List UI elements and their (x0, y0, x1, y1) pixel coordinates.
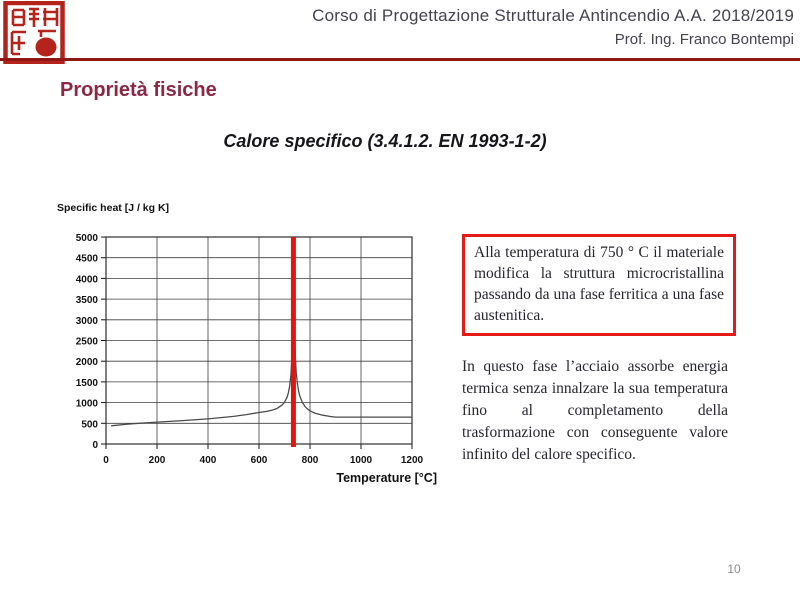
section-title: Proprietà fisiche (60, 79, 217, 101)
svg-text:200: 200 (148, 455, 166, 466)
header-divider-rule (0, 58, 800, 61)
svg-text:1500: 1500 (75, 377, 98, 389)
chart-title: Calore specifico (3.4.1.2. EN 1993-1-2) (223, 131, 547, 151)
highlighted-note-box: Alla temperatura di 750 ° C il materiale modifica la struttura microcristallina passando da una fase ferritica a una fase austenitica. (462, 234, 736, 336)
svg-text:3000: 3000 (75, 315, 98, 327)
professor-name: Prof. Ing. Franco Bontempi (614, 31, 794, 48)
svg-text:800: 800 (301, 455, 319, 466)
svg-text:2000: 2000 (75, 357, 98, 369)
svg-text:0: 0 (103, 455, 109, 466)
svg-text:2500: 2500 (75, 336, 98, 348)
page-number: 10 (727, 562, 741, 576)
course-title: Corso di Progettazione Strutturale Antincendio A.A. 2018/2019 (312, 6, 794, 25)
svg-text:1200: 1200 (400, 455, 424, 466)
svg-text:3500: 3500 (75, 295, 98, 307)
svg-text:4000: 4000 (75, 274, 98, 286)
y-axis-label: Specific heat [J / kg K] (57, 202, 170, 214)
svg-text:600: 600 (250, 455, 268, 466)
x-axis-label: Temperature [°C] (336, 471, 437, 485)
svg-text:400: 400 (199, 455, 217, 466)
svg-text:1000: 1000 (75, 398, 98, 410)
svg-text:0: 0 (92, 440, 98, 451)
svg-text:1000: 1000 (349, 455, 373, 466)
chart-plot (57, 200, 437, 470)
svg-text:4500: 4500 (75, 253, 98, 265)
university-seal-logo (3, 1, 65, 64)
specific-heat-chart (57, 200, 437, 492)
note-paragraph: In questo fase l’acciaio assorbe energia termica senza innalzare la sua temperatura fino al completamento della trasformazione con conseguente valore infinito del calore specifico. (462, 358, 728, 463)
svg-text:5000: 5000 (75, 233, 98, 244)
svg-text:500: 500 (81, 419, 98, 431)
